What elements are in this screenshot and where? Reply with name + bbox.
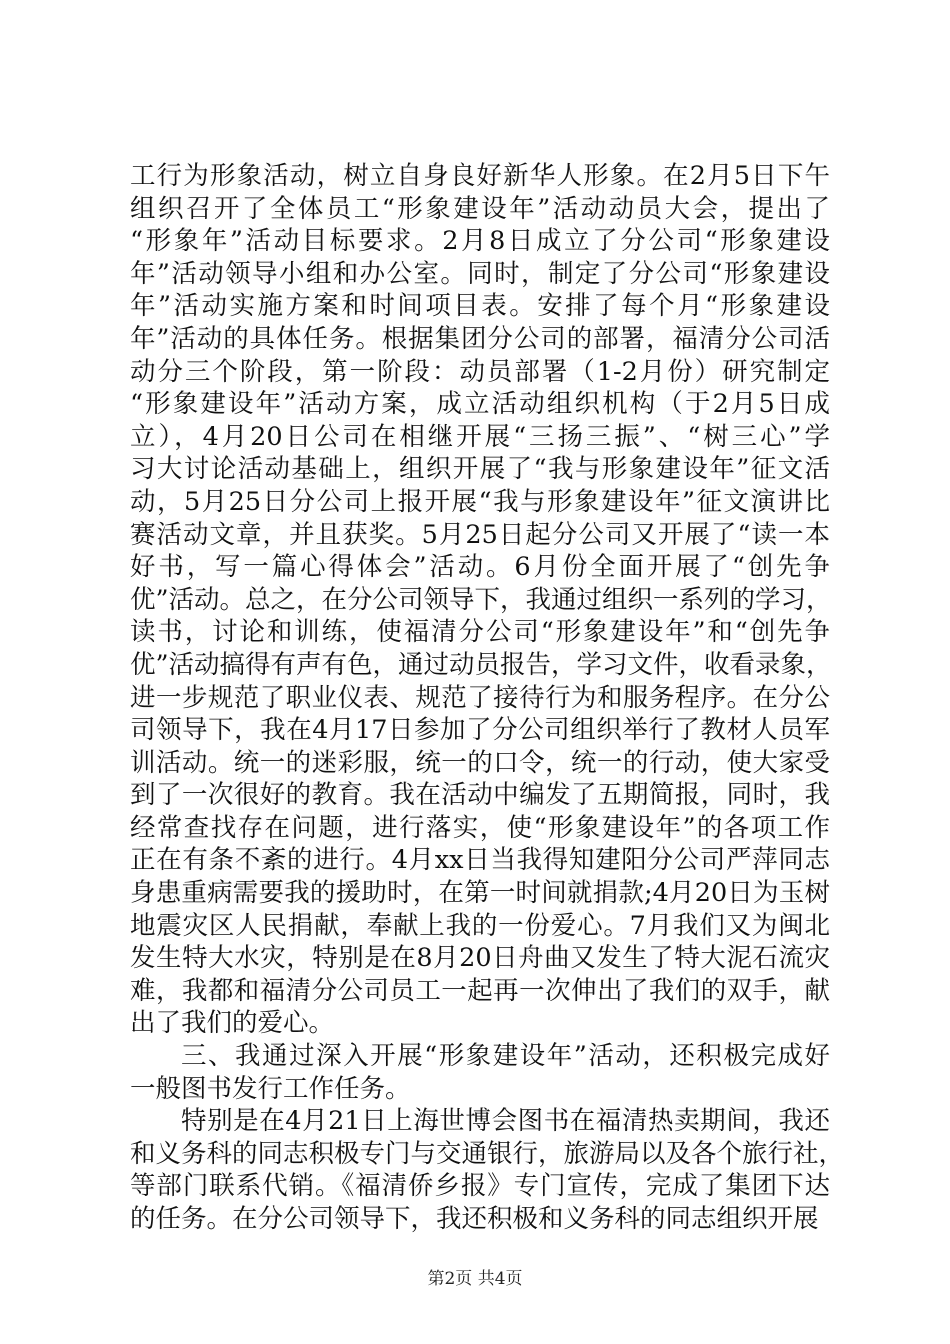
text-line: “形象年”活动目标要求。2月8日成立了分公司“形象建设 [130, 226, 830, 257]
text-line: 读书，讨论和训练，使福清分公司“形象建设年”和“创先争 [130, 617, 830, 648]
text-line: 优”活动搞得有声有色，通过动员报告，学习文件，收看录象， [130, 649, 832, 680]
paragraph [130, 1040, 830, 1105]
text-line: 和义务科的同志积极专门与交通银行，旅游局以及各个旅行社， [130, 1138, 845, 1169]
text-line: 出了我们的爱心。 [130, 1008, 335, 1039]
text-line: 地震灾区人民捐献，奉献上我的一份爱心。7月我们又为闽北 [130, 910, 830, 941]
text-line: 三、我通过深入开展“形象建设年”活动，还积极完成好 [181, 1041, 830, 1072]
text-line: 年”活动的具体任务。根据集团分公司的部署，福清分公司活 [130, 323, 830, 354]
text-line: 一般图书发行工作任务。 [130, 1073, 411, 1104]
text-line: “形象建设年”活动方案，成立活动组织机构（于2月5日成 [130, 389, 830, 420]
page-footer: 第2页 共4页 [427, 1269, 523, 1289]
text-line: 经常查找存在问题，进行落实，使“形象建设年”的各项工作 [130, 812, 830, 843]
text-line: 发生特大水灾，特别是在8月20日舟曲又发生了特大泥石流灾 [130, 943, 830, 974]
paragraph [130, 160, 830, 1040]
paragraph [130, 1105, 845, 1235]
text-line: 习大讨论活动基础上，组织开展了“我与形象建设年”征文活 [130, 454, 830, 485]
text-line: 年”活动实施方案和时间项目表。安排了每个月“形象建设 [130, 291, 830, 322]
text-line: 正在有条不紊的进行。4月xx日当我得知建阳分公司严萍同志 [130, 845, 830, 876]
text-line: 到了一次很好的教育。我在活动中编发了五期简报，同时，我 [130, 780, 830, 811]
text-line: 优”活动。总之，在分公司领导下，我通过组织一系列的学习， [130, 584, 832, 615]
text-line: 立），4月20日公司在相继开展“三扬三振”、“树三心”学 [130, 421, 830, 452]
text-line: 动，5月25日分公司上报开展“我与形象建设年”征文演讲比 [130, 486, 830, 517]
text-line: 训活动。统一的迷彩服，统一的口令，统一的行动，使大家受 [130, 747, 830, 778]
text-line: 特别是在4月21日上海世博会图书在福清热卖期间，我还 [181, 1106, 830, 1137]
text-line: 赛活动文章，并且获奖。5月25日起分公司又开展了“读一本 [130, 519, 830, 550]
text-line: 动分三个阶段，第一阶段：动员部署（1-2月份）研究制定 [130, 356, 830, 387]
text-line: 组织召开了全体员工“形象建设年”活动动员大会，提出了 [130, 193, 830, 224]
text-line: 的任务。在分公司领导下，我还积极和义务科的同志组织开展 [130, 1204, 819, 1234]
text-line: 等部门联系代销。《福清侨乡报》专门宣传，完成了集团下达 [130, 1171, 830, 1202]
text-line: 好书，写一篇心得体会”活动。6月份全面开展了“创先争 [130, 552, 830, 583]
text-line: 进一步规范了职业仪表、规范了接待行为和服务程序。在分公 [130, 682, 830, 713]
text-line: 司领导下，我在4月17日参加了分公司组织举行了教材人员军 [130, 715, 830, 746]
text-line: 年”活动领导小组和办公室。同时，制定了分公司“形象建设 [130, 258, 830, 289]
text-line: 难，我都和福清分公司员工一起再一次伸出了我们的双手，献 [130, 975, 830, 1006]
text-line: 身患重病需要我的援助时，在第一时间就捐款;4月20日为玉树 [130, 878, 830, 909]
document-body [130, 160, 845, 1236]
text-line: 工行为形象活动，树立自身良好新华人形象。在2月5日下午 [130, 161, 830, 191]
